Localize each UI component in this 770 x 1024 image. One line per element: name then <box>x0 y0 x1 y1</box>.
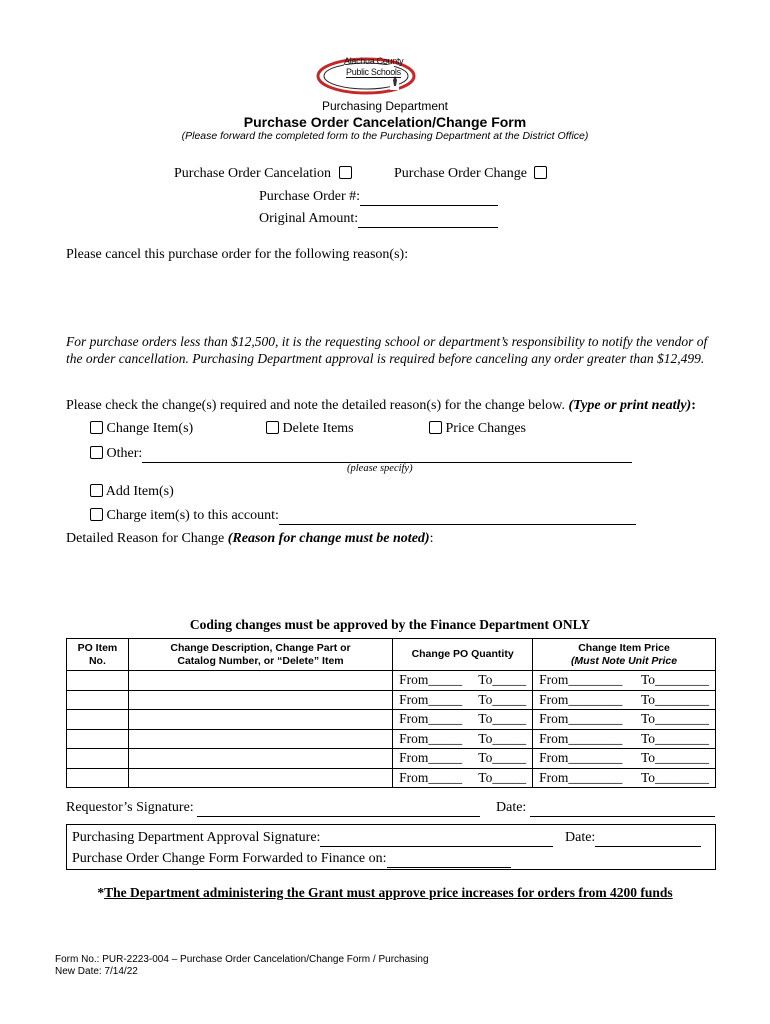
col-price <box>533 639 716 671</box>
logo-line-2: Public Schools <box>346 67 401 77</box>
coding-row <box>67 729 716 749</box>
requestor-date-label: Date: <box>496 800 527 815</box>
price-from: From________ <box>539 691 623 707</box>
changes-prompt-colon: : <box>691 398 696 413</box>
price-changes-label: Price Changes <box>445 421 526 436</box>
price-from-to <box>533 692 715 708</box>
coding-header-row <box>67 639 716 671</box>
cancel-reason-prompt: Please cancel this purchase order for the following reason(s): <box>66 247 409 262</box>
quantity-to: To_____ <box>478 750 527 766</box>
logo-line-1: Alachua County <box>344 56 404 66</box>
quantity-cell[interactable] <box>393 768 533 788</box>
footer-new-date: New Date: 7/14/22 <box>55 966 138 977</box>
quantity-cell[interactable] <box>393 671 533 691</box>
form-subtitle: (Please forward the completed form to the Purchasing Department at the District Office) <box>181 130 589 142</box>
quantity-cell[interactable] <box>393 729 533 749</box>
forwarded-label: Purchase Order Change Form Forwarded to Finance on: <box>72 851 387 866</box>
cancel-note: For purchase orders less than $12,500, it is the requesting school or department’s responsibility to notify the vendor of the order cancellation. Purchasing Department approval is required before canceling any order greater than $12,499. <box>66 334 708 366</box>
price-from: From________ <box>539 769 623 785</box>
quantity-to: To_____ <box>478 730 527 746</box>
po-item-cell[interactable] <box>67 690 129 710</box>
delete-items-label: Delete Items <box>282 421 354 436</box>
price-to: To________ <box>640 730 709 746</box>
change-checkbox[interactable] <box>534 166 547 179</box>
other-label: Other: <box>106 446 143 461</box>
grant-note <box>0 885 770 901</box>
forwarded-field[interactable] <box>72 851 511 868</box>
price-cell[interactable] <box>533 768 716 788</box>
quantity-from-to <box>393 731 532 747</box>
col-quantity: Change PO Quantity <box>393 639 533 671</box>
price-to: To________ <box>640 691 709 707</box>
description-cell[interactable] <box>128 710 392 730</box>
requestor-signature-line[interactable] <box>197 800 480 817</box>
change-items-label: Change Item(s) <box>106 421 194 436</box>
quantity-from-to <box>393 672 532 688</box>
price-cell[interactable] <box>533 749 716 769</box>
coding-row <box>67 710 716 730</box>
price-cell[interactable] <box>533 710 716 730</box>
quantity-to: To_____ <box>478 691 527 707</box>
other-checkbox[interactable] <box>90 446 103 459</box>
quantity-cell[interactable] <box>393 749 533 769</box>
col-po-item: PO Item No. <box>67 639 129 671</box>
change-items-checkbox[interactable] <box>90 421 103 434</box>
price-changes-checkbox[interactable] <box>429 421 442 434</box>
changes-prompt-text: Please check the change(s) required and note the detailed reason(s) for the change below. <box>66 398 565 413</box>
approval-date-label: Date: <box>565 830 596 845</box>
approval-date-line[interactable] <box>595 830 701 847</box>
detailed-reason-text: Detailed Reason for Change <box>66 531 225 546</box>
add-items-checkbox[interactable] <box>90 484 103 497</box>
approval-signature-line[interactable] <box>320 830 553 847</box>
description-cell[interactable] <box>128 671 392 691</box>
cancel-option[interactable] <box>174 166 352 182</box>
other-line[interactable] <box>142 446 632 463</box>
quantity-cell[interactable] <box>393 710 533 730</box>
price-cell[interactable] <box>533 671 716 691</box>
quantity-to: To_____ <box>478 672 527 688</box>
quantity-from: From_____ <box>399 672 463 688</box>
district-logo <box>314 52 418 98</box>
price-from: From________ <box>539 711 623 727</box>
price-from: From________ <box>539 672 623 688</box>
please-specify-note: (please specify) <box>347 463 413 474</box>
price-to: To________ <box>640 769 709 785</box>
quantity-from: From_____ <box>399 691 463 707</box>
grant-note-text: The Department administering the Grant must approve price increases for orders from 4200 funds <box>104 885 673 900</box>
po-item-cell[interactable] <box>67 710 129 730</box>
coding-table <box>66 638 716 788</box>
quantity-to: To_____ <box>478 711 527 727</box>
quantity-cell[interactable] <box>393 690 533 710</box>
price-from-to <box>533 711 715 727</box>
change-option[interactable] <box>394 166 547 182</box>
form-title: Purchase Order Cancelation/Change Form <box>243 114 527 130</box>
detailed-reason-label <box>66 531 433 547</box>
price-cell[interactable] <box>533 729 716 749</box>
quantity-from-to <box>393 750 532 766</box>
approval-date-field[interactable] <box>565 830 701 847</box>
changes-prompt <box>66 398 696 414</box>
col-description: Change Description, Change Part or Catalog Number, or “Delete” Item <box>128 639 392 671</box>
cancel-checkbox[interactable] <box>339 166 352 179</box>
quantity-from: From_____ <box>399 711 463 727</box>
coding-row <box>67 671 716 691</box>
add-items-option[interactable] <box>90 484 174 500</box>
requestor-signature-label: Requestor’s Signature: <box>66 800 194 815</box>
approval-signature-label: Purchasing Department Approval Signature: <box>72 830 321 845</box>
po-item-cell[interactable] <box>67 768 129 788</box>
coding-row <box>67 768 716 788</box>
cancel-label: Purchase Order Cancelation <box>174 166 332 181</box>
charge-account-line[interactable] <box>279 508 636 525</box>
description-cell[interactable] <box>128 749 392 769</box>
other-option[interactable] <box>90 446 632 463</box>
col-price-line-2: (Must Note Unit Price <box>570 654 678 667</box>
description-cell[interactable] <box>128 729 392 749</box>
original-amount-line[interactable] <box>358 211 498 228</box>
detailed-reason-colon: : <box>429 531 434 546</box>
original-amount-label: Original Amount: <box>259 211 359 226</box>
change-items-option[interactable] <box>90 421 193 437</box>
forwarded-line[interactable] <box>387 851 511 868</box>
grant-note-star: * <box>97 885 105 900</box>
po-number-label: Purchase Order #: <box>259 189 361 204</box>
department-name: Purchasing Department <box>321 99 449 113</box>
requestor-signature-field[interactable] <box>66 800 480 817</box>
quantity-from-to <box>393 711 532 727</box>
description-cell[interactable] <box>128 768 392 788</box>
price-changes-option[interactable] <box>429 421 526 437</box>
price-from-to <box>533 731 715 747</box>
po-number-line[interactable] <box>360 189 498 206</box>
quantity-from-to <box>393 692 532 708</box>
price-from: From________ <box>539 730 623 746</box>
quantity-from: From_____ <box>399 769 463 785</box>
description-cell[interactable] <box>128 690 392 710</box>
price-cell[interactable] <box>533 690 716 710</box>
price-to: To________ <box>640 672 709 688</box>
po-item-cell[interactable] <box>67 671 129 691</box>
po-item-cell[interactable] <box>67 749 129 769</box>
price-from-to <box>533 770 715 786</box>
price-from-to <box>533 750 715 766</box>
price-to: To________ <box>640 711 709 727</box>
charge-account-label: Charge item(s) to this account: <box>106 508 279 523</box>
delete-items-option[interactable] <box>266 421 354 437</box>
quantity-from-to <box>393 770 532 786</box>
footer-form-number: Form No.: PUR-2223-004 – Purchase Order Cancelation/Change Form / Purchasing <box>55 954 429 965</box>
requestor-date-field[interactable] <box>496 800 715 817</box>
charge-account-option[interactable] <box>90 508 636 525</box>
changes-prompt-emphasis: (Type or print neatly) <box>568 398 692 413</box>
change-label: Purchase Order Change <box>394 166 527 181</box>
price-to: To________ <box>640 750 709 766</box>
po-item-cell[interactable] <box>67 729 129 749</box>
po-number-field[interactable] <box>259 189 498 206</box>
quantity-from: From_____ <box>399 730 463 746</box>
price-from-to <box>533 672 715 688</box>
requestor-date-line[interactable] <box>530 800 715 817</box>
quantity-from: From_____ <box>399 750 463 766</box>
approval-signature-field[interactable] <box>72 830 553 847</box>
col-price-line-1: Change Item Price <box>578 641 670 654</box>
coding-row <box>67 690 716 710</box>
coding-row <box>67 749 716 769</box>
delete-items-checkbox[interactable] <box>266 421 279 434</box>
coding-title: Coding changes must be approved by the Finance Department ONLY <box>189 617 591 632</box>
price-from: From________ <box>539 750 623 766</box>
original-amount-field[interactable] <box>259 211 498 228</box>
quantity-to: To_____ <box>478 769 527 785</box>
add-items-label: Add Item(s) <box>105 484 174 499</box>
charge-account-checkbox[interactable] <box>90 508 103 521</box>
detailed-reason-emphasis: (Reason for change must be noted) <box>227 531 430 546</box>
